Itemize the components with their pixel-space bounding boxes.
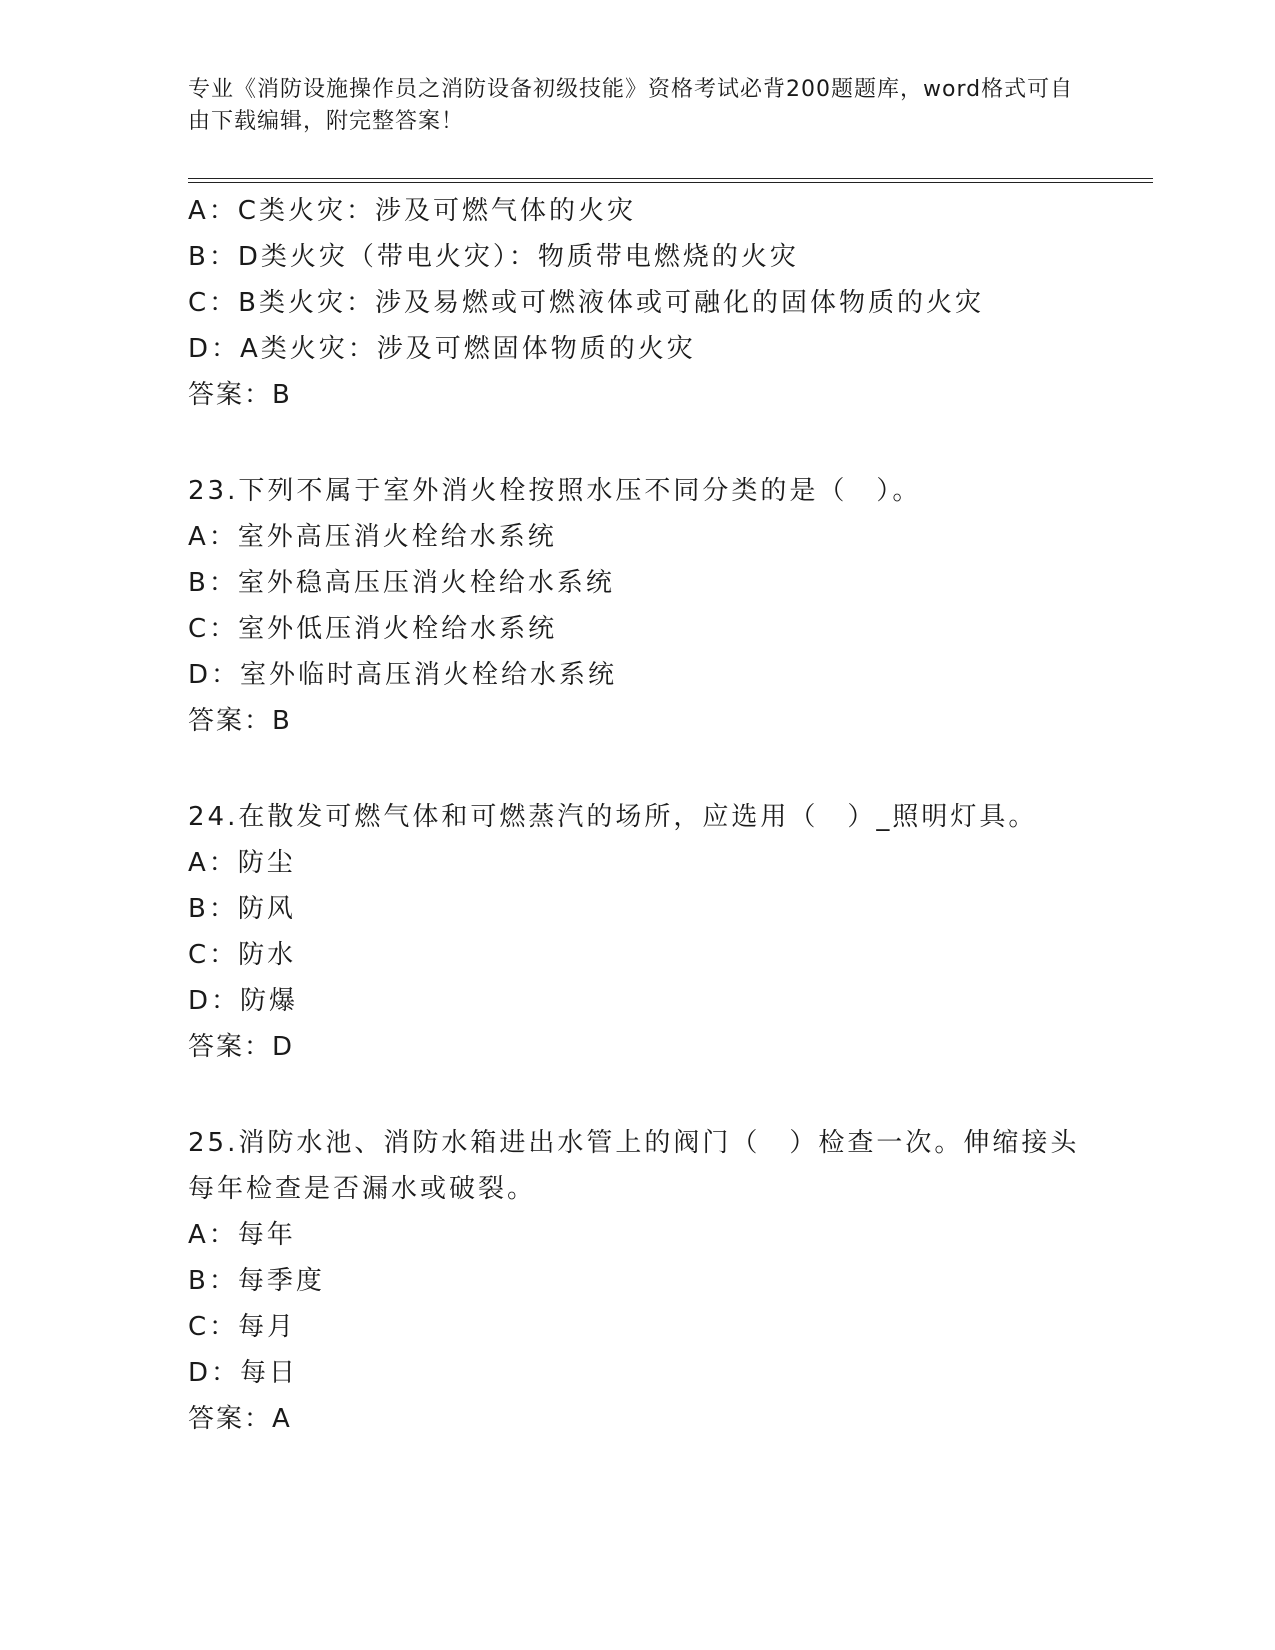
option-d: D：A类火灾：涉及可燃固体物质的火灾 [188,334,696,364]
option-b: B：防风 [188,894,296,924]
question-stem: 25.消防水池、消防水箱进出水管上的阀门（ ）检查一次。伸缩接头每年检查是否漏水或破裂。 [188,1128,1080,1204]
option-a: A：室外高压消火栓给水系统 [188,522,557,552]
question-24 [188,794,1153,1070]
option-b: B：D类火灾（带电火灾）：物质带电燃烧的火灾 [188,242,799,272]
option-c: C：每月 [188,1312,297,1342]
option-a: A：C类火灾：涉及可燃气体的火灾 [188,196,636,226]
option-b: B：每季度 [188,1266,325,1296]
header-divider [188,178,1153,183]
question-stem: 24.在散发可燃气体和可燃蒸汽的场所，应选用（ ）_照明灯具。 [188,802,1038,832]
question-list [188,188,1153,1442]
question-stem: 23.下列不属于室外消火栓按照水压不同分类的是（ ）。 [188,476,922,506]
option-c: C：室外低压消火栓给水系统 [188,614,558,644]
option-a: A：防尘 [188,848,296,878]
document-header: 专业《消防设施操作员之消防设备初级技能》资格考试必背200题题库，word格式可自由下载编辑，附完整答案！ [188,77,1074,134]
option-d: D：防爆 [188,986,299,1016]
answer-line: 答案：A [188,1404,292,1434]
option-c: C：防水 [188,940,297,970]
option-c: C：B类火灾：涉及易燃或可燃液体或可融化的固体物质的火灾 [188,288,984,318]
question-25 [188,1120,1153,1442]
option-b: B：室外稳高压压消火栓给水系统 [188,568,615,598]
question-23 [188,468,1153,744]
question-22-tail [188,188,1153,418]
option-d: D：室外临时高压消火栓给水系统 [188,660,618,690]
answer-line: 答案：B [188,706,292,736]
answer-line: 答案：B [188,380,292,410]
option-a: A：每年 [188,1220,296,1250]
answer-line: 答案：D [188,1032,295,1062]
option-d: D：每日 [188,1358,299,1388]
